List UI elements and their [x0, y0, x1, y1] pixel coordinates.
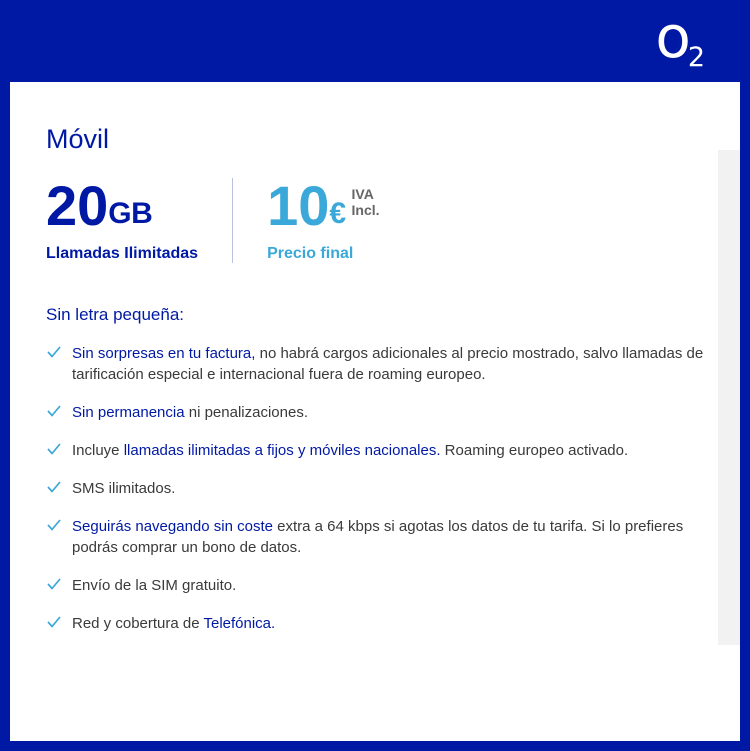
o2-logo — [655, 3, 706, 78]
list-item — [46, 478, 710, 499]
check-icon — [46, 344, 62, 360]
check-icon — [46, 517, 62, 533]
feature-highlight: Sin permanencia — [72, 404, 185, 421]
feature-rest: Envío de la SIM gratuito. — [72, 577, 237, 594]
price-block — [232, 174, 380, 263]
data-allowance-value — [46, 174, 198, 237]
tax-line-1: IVA — [351, 186, 374, 202]
check-icon — [46, 479, 62, 495]
feature-highlight: Seguirás navegando sin coste — [72, 518, 273, 535]
price-summary — [46, 174, 710, 263]
feature-highlight: Telefónica. — [203, 615, 276, 632]
feature-pre: Incluye — [72, 442, 124, 459]
check-icon — [46, 403, 62, 419]
card-content — [46, 82, 710, 651]
features-list — [46, 343, 710, 634]
page-title: Móvil — [46, 124, 110, 154]
list-item — [46, 343, 710, 385]
list-item — [46, 402, 710, 423]
header-bar — [0, 0, 750, 78]
feature-rest: Roaming europeo activado. — [440, 442, 629, 459]
data-allowance-block — [46, 174, 232, 263]
price-label: Precio final — [267, 245, 354, 262]
feature-rest: extra a 64 kbps si agotas los datos de tu tarifa. Si lo prefieres podrás comprar un bono de datos. — [72, 518, 684, 556]
list-item — [46, 575, 710, 596]
list-item — [46, 516, 710, 558]
check-icon — [46, 441, 62, 457]
card-side-shade — [718, 150, 740, 645]
price-currency: € — [329, 197, 346, 230]
offer-card — [10, 82, 740, 741]
tax-line-2: Incl. — [351, 202, 380, 218]
small-print-title: Sin letra pequeña: — [46, 305, 184, 324]
feature-pre: Red y cobertura de — [72, 615, 204, 632]
list-item — [46, 440, 710, 461]
feature-rest: SMS ilimitados. — [72, 480, 176, 497]
price-tax-note — [346, 186, 380, 220]
data-unit: GB — [108, 197, 153, 230]
logo-letter: o — [655, 3, 690, 71]
feature-rest: no habrá cargos adicionales al precio mostrado, salvo llamadas de tarificación especial e internacional fuera de roaming europeo. — [72, 345, 704, 383]
check-icon — [46, 576, 62, 592]
list-item — [46, 613, 710, 634]
feature-highlight: Sin sorpresas en tu factura, — [72, 345, 256, 362]
price-value — [267, 174, 380, 237]
check-icon — [46, 614, 62, 630]
data-allowance-label: Llamadas Ilimitadas — [46, 245, 199, 262]
data-amount: 20 — [46, 174, 109, 237]
feature-highlight: llamadas ilimitadas a fijos y móviles nacionales. — [123, 442, 441, 459]
price-amount: 10 — [267, 174, 330, 237]
feature-rest: ni penalizaciones. — [184, 404, 308, 421]
logo-subscript: 2 — [687, 42, 704, 73]
